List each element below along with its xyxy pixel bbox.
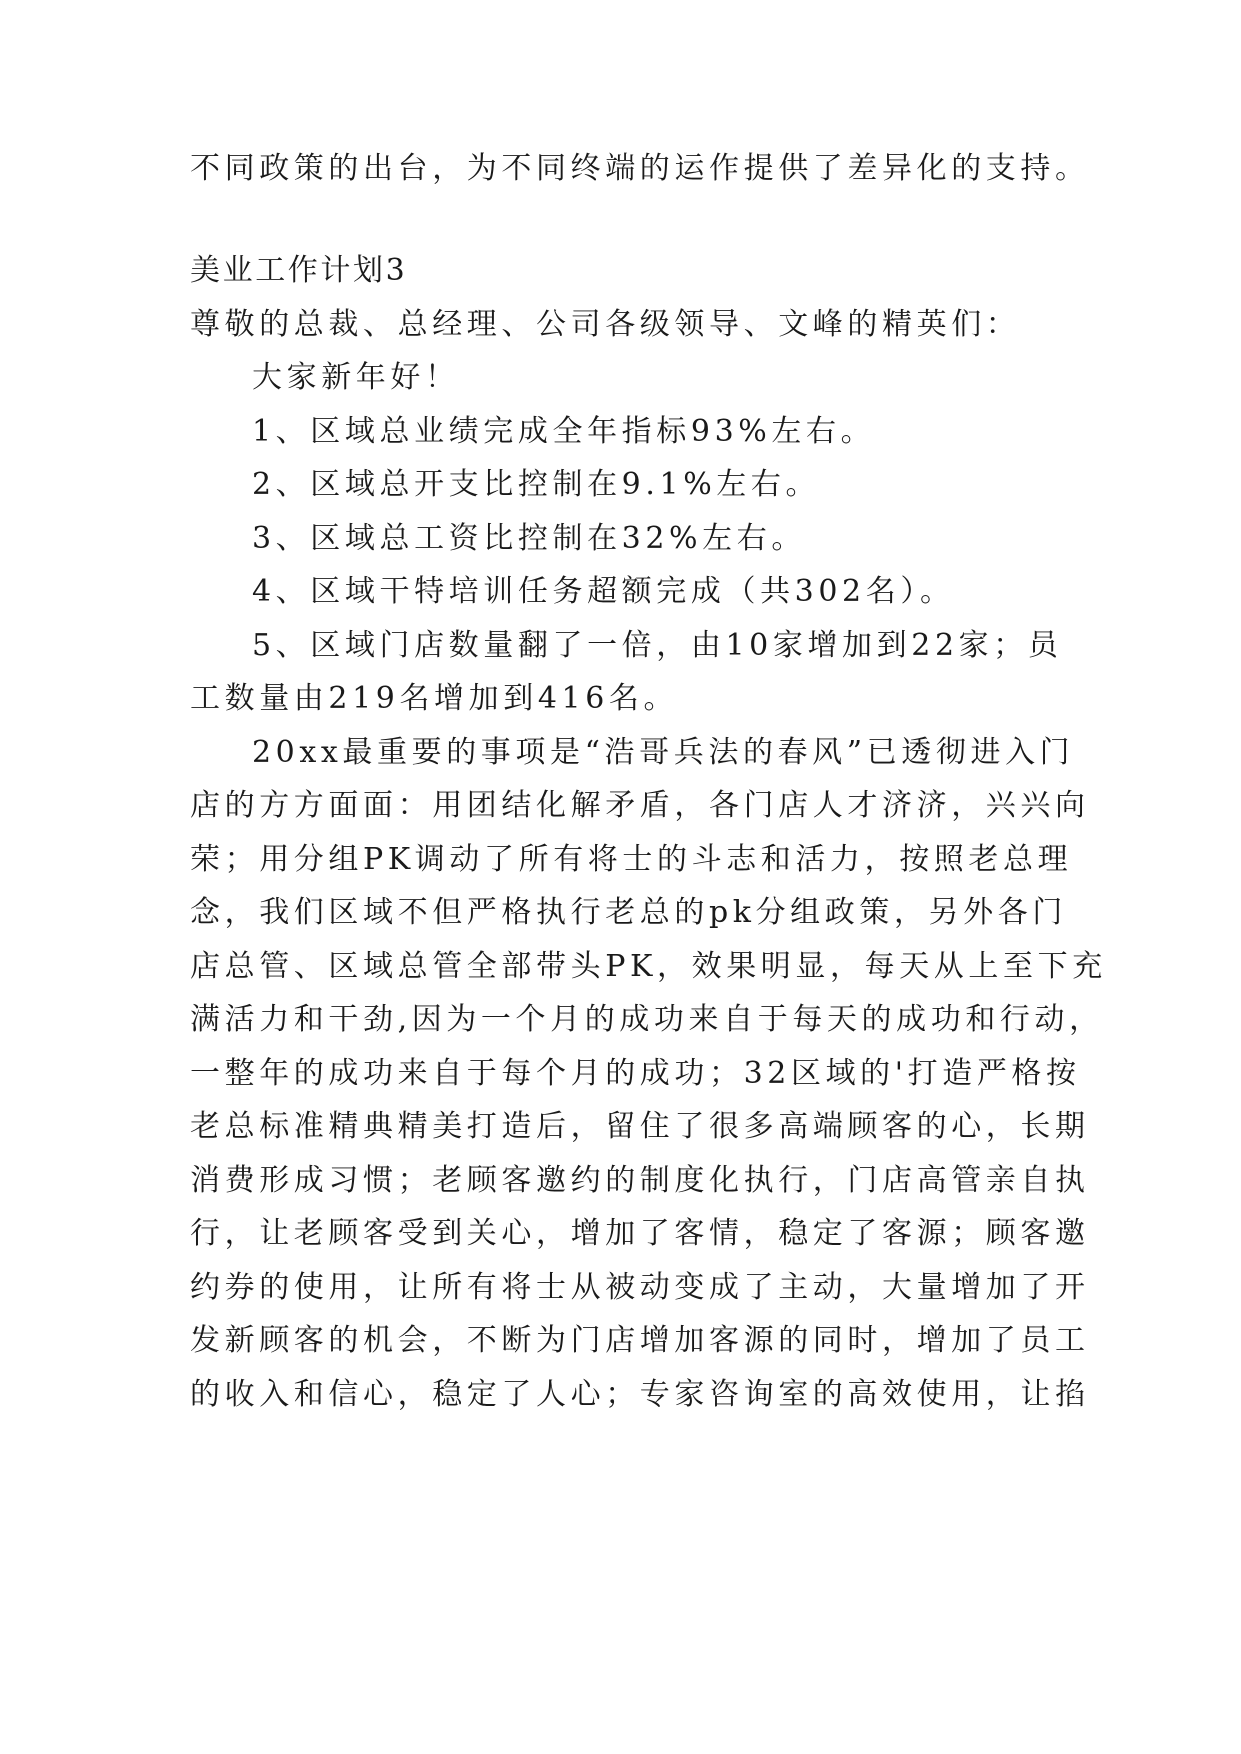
paragraph-line: 消费形成习惯；老顾客邀约的制度化执行，门店高管亲自执 xyxy=(190,1163,1090,1198)
paragraph-line: 店的方方面面：用团结化解矛盾，各门店人才济济，兴兴向 xyxy=(190,788,1090,823)
paragraph-line: 荣；用分组PK调动了所有将士的斗志和活力，按照老总理 xyxy=(190,842,1073,877)
paragraph-line: 店总管、区域总管全部带头PK，效果明显，每天从上至下充 xyxy=(190,949,1107,984)
paragraph-line: 发新顾客的机会，不断为门店增加客源的同时，增加了员工 xyxy=(190,1323,1090,1358)
list-item-continuation: 工数量由219名增加到416名。 xyxy=(190,681,679,716)
list-item: 2、区域总开支比控制在9.1%左右。 xyxy=(252,467,821,502)
paragraph-line: 满活力和干劲,因为一个月的成功来自于每天的成功和行动， xyxy=(190,1002,1104,1037)
list-item: 3、区域总工资比控制在32%左右。 xyxy=(252,521,806,556)
paragraph-line: 不同政策的出台，为不同终端的运作提供了差异化的支持。 xyxy=(190,151,1090,186)
paragraph-line: 老总标准精典精美打造后，留住了很多高端顾客的心，长期 xyxy=(190,1109,1090,1144)
list-item: 4、区域干特培训任务超额完成（共302名）。 xyxy=(252,574,955,609)
paragraph-line: 行，让老顾客受到关心，增加了客情，稳定了客源；顾客邀 xyxy=(190,1216,1090,1251)
salutation: 尊敬的总裁、总经理、公司各级领导、文峰的精英们： xyxy=(190,307,1021,342)
list-item: 5、区域门店数量翻了一倍，由10家增加到22家；员 xyxy=(252,628,1063,663)
paragraph-line: 一整年的成功来自于每个月的成功；32区域的'打造严格按 xyxy=(190,1056,1081,1091)
list-item: 1、区域总业绩完成全年指标93%左右。 xyxy=(252,414,876,449)
paragraph-line: 的收入和信心，稳定了人心；专家咨询室的高效使用，让掐 xyxy=(190,1377,1090,1412)
greeting: 大家新年好！ xyxy=(252,360,460,395)
paragraph-line: 20xx最重要的事项是“浩哥兵法的春风”已透彻进入门 xyxy=(252,735,1075,770)
paragraph-line: 念，我们区域不但严格执行老总的pk分组政策，另外各门 xyxy=(190,895,1067,930)
section-title: 美业工作计划3 xyxy=(190,253,408,288)
paragraph-line: 约券的使用，让所有将士从被动变成了主动，大量增加了开 xyxy=(190,1270,1090,1305)
